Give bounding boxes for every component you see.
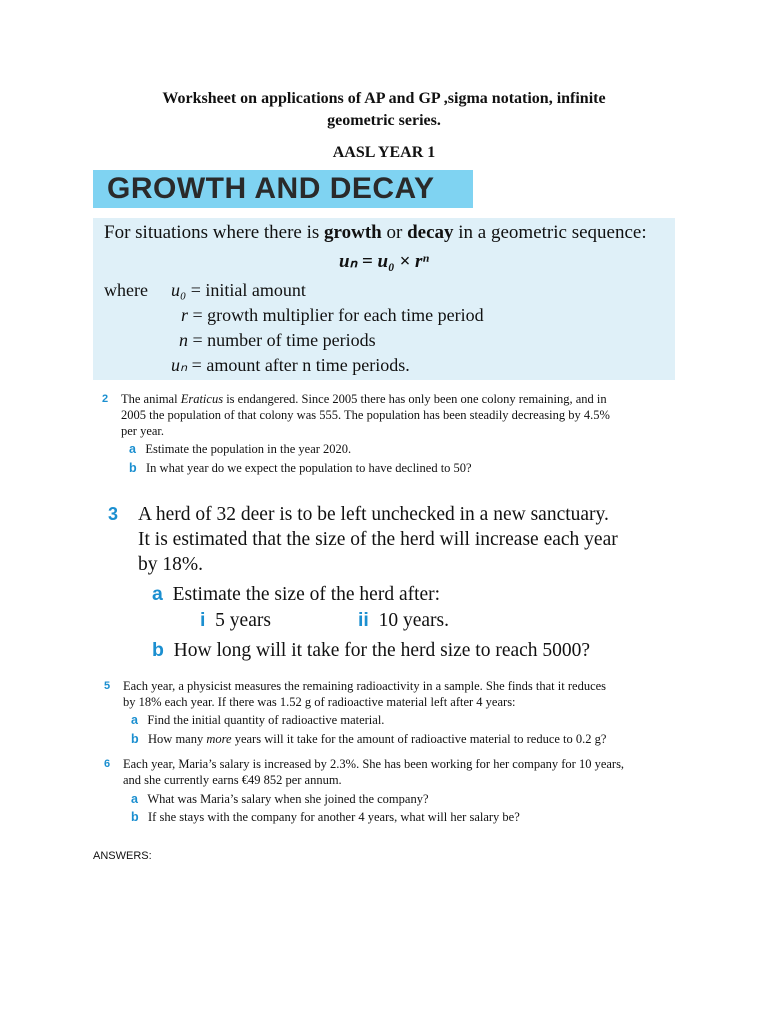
decay-word: decay [407, 222, 454, 243]
title-line-1: Worksheet on applications of AP and GP ,sigma notation, infinite [162, 90, 606, 107]
q6-part-b: b If she stays with the company for another 4 years, what will her salary be? [131, 810, 520, 824]
q3-part-a: a Estimate the size of the herd after: [152, 583, 441, 605]
q5-line-2: by 18% each year. If there was 1.52 g of radioactive material left after 4 years: [123, 695, 516, 709]
where-label: where [104, 280, 148, 300]
growth-decay-banner [93, 170, 473, 208]
q3-line-3: by 18%. [138, 554, 203, 575]
q5-line-1: Each year, a physicist measures the remaining radioactivity in a sample. She finds that it reduces [123, 679, 607, 693]
worksheet-subtitle: AASL YEAR 1 [332, 144, 436, 161]
q2-part-a: a Estimate the population in the year 2020. [129, 442, 352, 456]
q2-line-2: 2005 the population of that colony was 555. The population has been steadily decreasing by 4.5% [121, 408, 610, 422]
q3-part-a-ii: ii 10 years. [358, 609, 449, 631]
q2-part-b: b In what year do we expect the population to have declined to 50? [129, 461, 472, 475]
def-n: n = number of time periods [179, 330, 376, 350]
q3-line-1: A herd of 32 deer is to be left unchecked in a new sanctuary. [138, 504, 609, 525]
box-intro: For situations where there is growth or decay in a geometric sequence: [104, 222, 647, 243]
q5-part-a: a Find the initial quantity of radioactive material. [131, 713, 385, 727]
q3-line-2: It is estimated that the size of the herd will increase each year [138, 529, 618, 550]
def-un: uₙ = amount after n time periods. [171, 355, 410, 375]
q5-number: 5 [104, 680, 111, 692]
q3-number: 3 [108, 504, 119, 524]
q6-line-1: Each year, Maria’s salary is increased by 2.3%. She has been working for her company for 10 years, [123, 757, 625, 771]
formula-info-box [93, 218, 675, 380]
banner-text: GROWTH AND DECAY [107, 172, 435, 205]
q6-number: 6 [104, 758, 111, 770]
q5-part-b: b How many more years will it take for the amount of radioactive material to reduce to 0.2 g? [131, 732, 607, 746]
q2-line-3: per year. [121, 424, 165, 438]
q3-part-a-i: i 5 years [200, 609, 271, 631]
def-u0: u₀ = initial amount [171, 280, 306, 300]
title-line-2: geometric series. [327, 112, 441, 129]
q2-line-1: The animal Eraticus is endangered. Since 2005 there has only been one colony remaining, and in [121, 392, 607, 406]
worksheet-title [0, 88, 768, 132]
q2-number: 2 [102, 393, 109, 405]
growth-word: growth [324, 222, 382, 243]
q6-line-2: and she currently earns €49 852 per annum. [123, 773, 342, 787]
growth-formula: uₙ = u₀ × rⁿ [339, 251, 429, 272]
answers-heading: ANSWERS: [93, 850, 152, 862]
q3-part-b: b How long will it take for the herd size to reach 5000? [152, 639, 591, 661]
q6-part-a: a What was Maria’s salary when she joined the company? [131, 792, 429, 806]
def-r: r = growth multiplier for each time period [181, 305, 484, 325]
